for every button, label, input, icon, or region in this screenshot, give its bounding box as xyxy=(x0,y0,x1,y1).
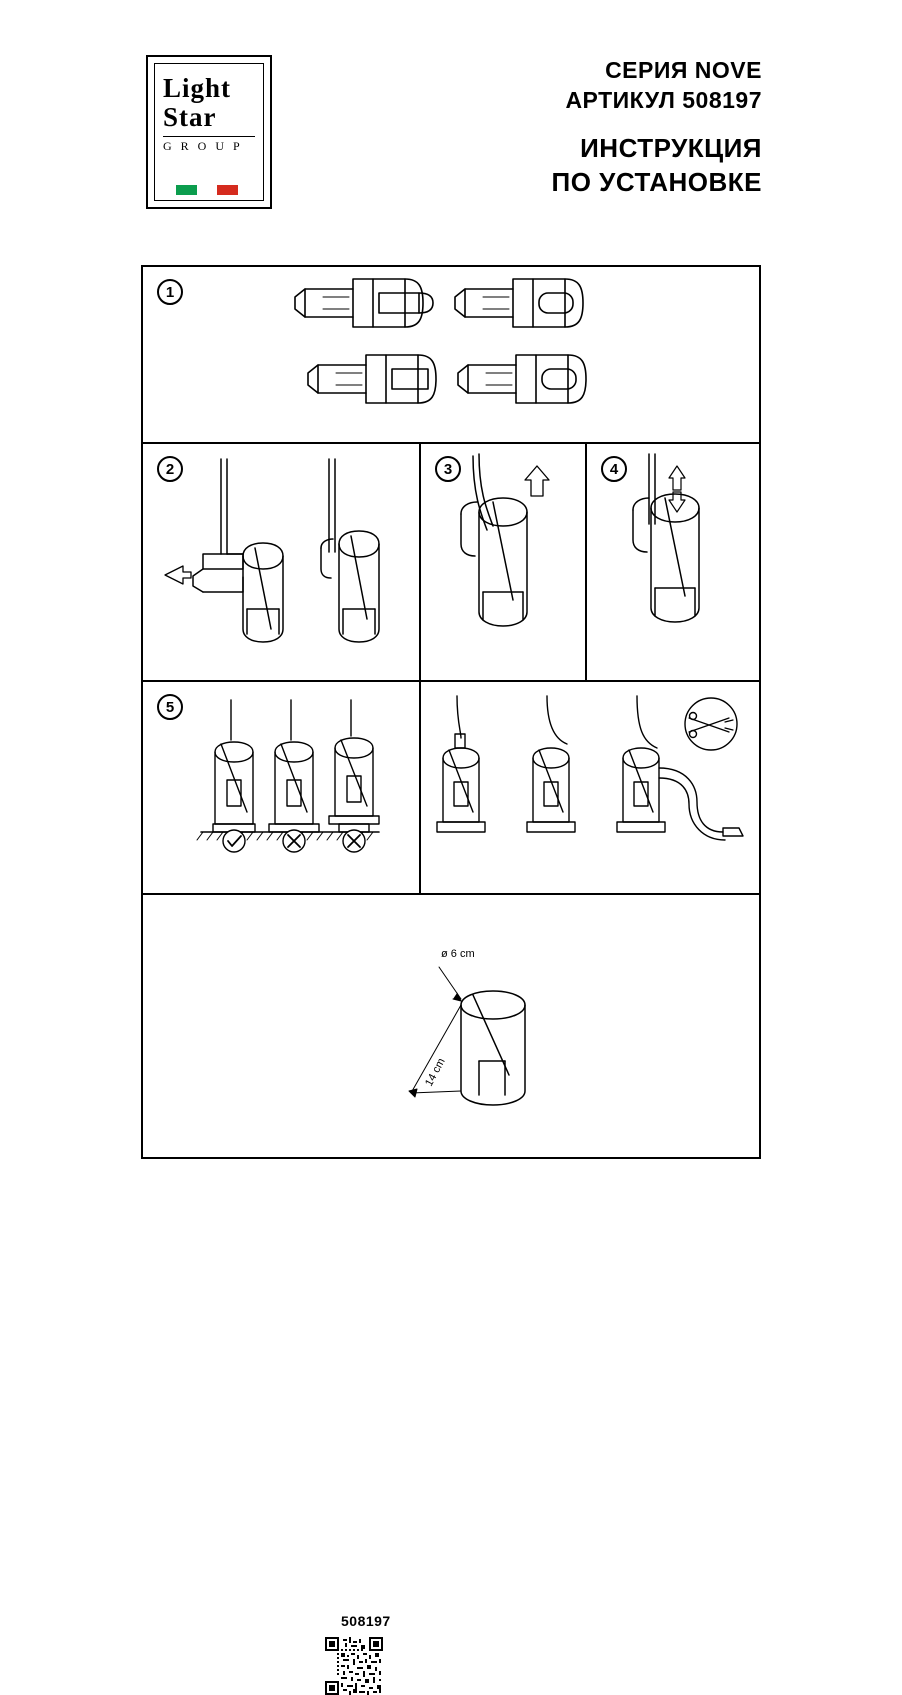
document-header xyxy=(0,0,902,250)
step-number-5: 5 xyxy=(157,694,183,720)
cable-cutting-illustration xyxy=(421,682,755,891)
instruction-title-line1: ИНСТРУКЦИЯ xyxy=(580,133,762,163)
step-cell-3 xyxy=(421,444,587,680)
step-cell-4 xyxy=(587,444,759,680)
step-number-4: 4 xyxy=(601,456,627,482)
step-number-2: 2 xyxy=(157,456,183,482)
article-label: АРТИКУЛ 508197 xyxy=(565,87,762,113)
step-2-illustration xyxy=(143,444,417,678)
qr-code xyxy=(325,1637,383,1695)
product-code-label: 508197 xyxy=(341,1613,391,1629)
step-number-1: 1 xyxy=(157,279,183,305)
step-cell-2 xyxy=(143,444,421,680)
brand-name-line2: Star xyxy=(163,102,217,132)
brand-divider xyxy=(163,136,255,137)
step-5-illustration xyxy=(143,682,417,891)
step-row-2 xyxy=(143,444,759,682)
instruction-title-line2: ПО УСТАНОВКЕ xyxy=(551,167,762,197)
dimensions-row xyxy=(143,895,759,1629)
brand-group-label: G R O U P xyxy=(163,139,243,153)
step-row-3 xyxy=(143,682,759,895)
step-number-3: 3 xyxy=(435,456,461,482)
diameter-label: ø 6 cm xyxy=(441,948,475,960)
title-block xyxy=(262,55,762,199)
brand-logo-inner xyxy=(154,63,264,201)
italian-flag-icon xyxy=(176,185,238,195)
step-1-illustration xyxy=(143,267,759,440)
series-label: СЕРИЯ NOVE xyxy=(605,57,762,83)
dimensions-illustration xyxy=(143,895,759,1155)
step-cell-5 xyxy=(143,682,421,893)
step-row-1 xyxy=(143,267,759,444)
instruction-sheet xyxy=(141,265,761,1629)
cable-cutting-cell xyxy=(421,682,759,893)
brand-logo xyxy=(146,55,272,209)
brand-name-line1: Light xyxy=(163,73,232,103)
height-label: 14 cm xyxy=(423,1056,448,1089)
